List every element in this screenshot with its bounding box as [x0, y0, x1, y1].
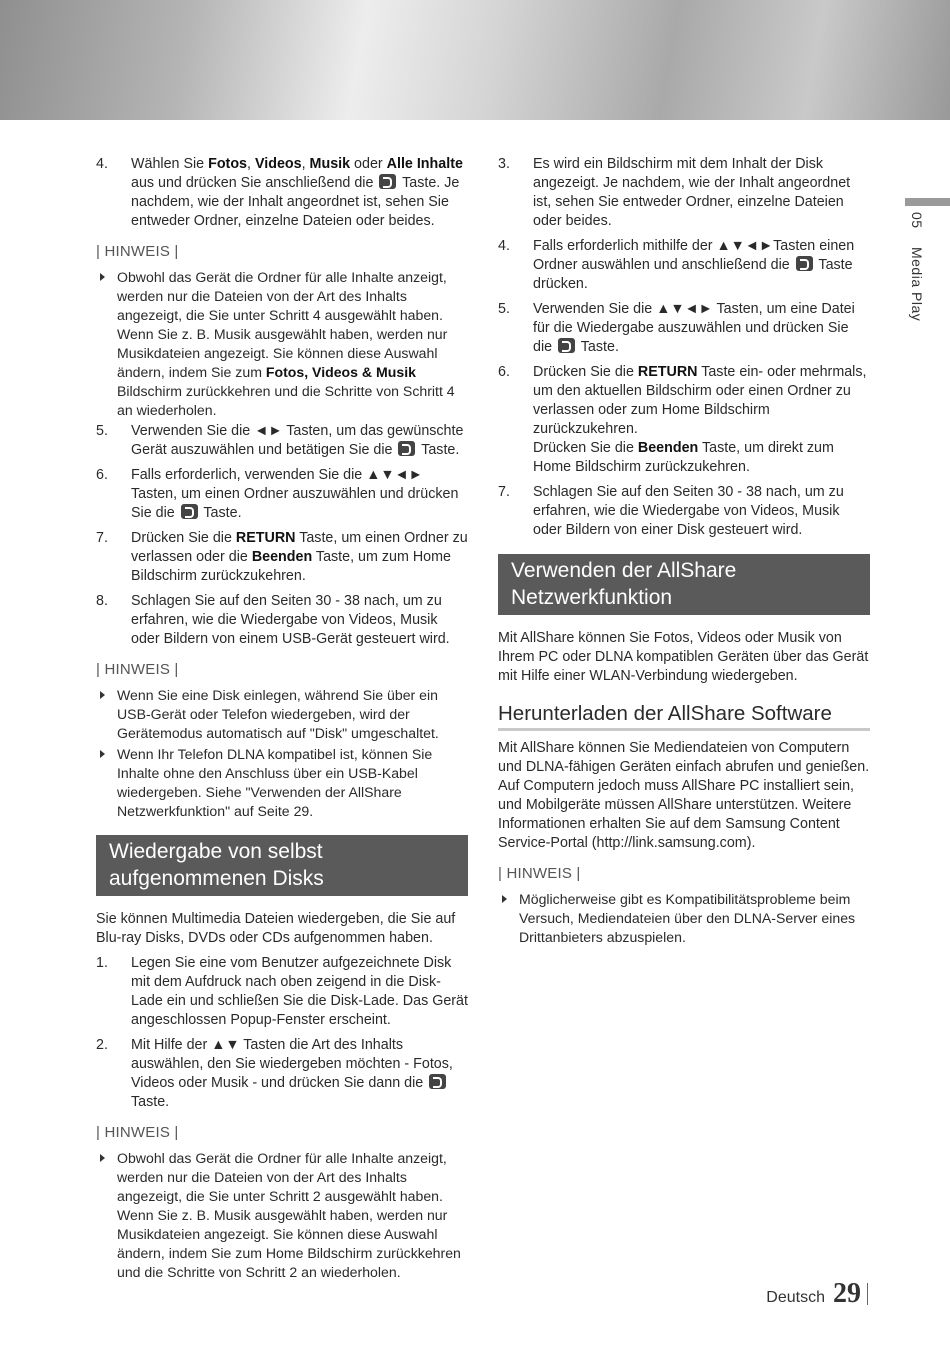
note-item [96, 686, 468, 743]
step-text: Drücken Sie die [131, 530, 236, 546]
enter-button-icon [398, 441, 415, 456]
step-number: 5. [96, 423, 108, 439]
enter-button-icon [429, 1074, 446, 1089]
step-text: aus und drücken Sie anschließend die [131, 175, 378, 191]
bullet-arrow-icon [100, 691, 105, 699]
option-alle-inhalte: Alle Inhalte [386, 156, 463, 172]
step-number: 2. [96, 1037, 108, 1053]
step-number: 1. [96, 955, 108, 971]
page-number: 29 [833, 1278, 861, 1309]
step-text: Verwenden Sie die ◄► Tasten, um das gewünschte Gerät auszuwählen und betätigen Sie die [131, 423, 464, 458]
step-3 [498, 155, 870, 231]
step-number: 8. [96, 593, 108, 609]
note-text: Wenn Ihr Telefon DLNA kompatibel ist, können Sie Inhalte ohne den Anschluss über ein USB-Kabel wiedergeben. Siehe "Verwenden der AllShare Netzwerkfunktion" auf Seite 29. [117, 746, 433, 819]
step-text: Schlagen Sie auf den Seiten 30 - 38 nach, um zu erfahren, wie die Wiedergabe von Videos, Musik oder Bildern von einem USB-Gerät gesteuert wird. [131, 593, 450, 647]
step-text: oder [350, 156, 387, 172]
note-item [96, 1149, 468, 1282]
note-item [96, 268, 468, 420]
option-fotos: Fotos [208, 156, 248, 172]
step-text: Es wird ein Bildschirm mit dem Inhalt der Disk angezeigt. Je nachdem, wie der Inhalt angeordnet ist, sehen Sie entweder Ordner, einzelne Dateien oder beides. [533, 156, 851, 229]
right-column [498, 155, 870, 949]
step-6 [96, 466, 468, 523]
enter-button-icon [181, 504, 198, 519]
chapter-label [905, 212, 925, 321]
step-text: Taste, um direkt zum Home Bildschirm zurückzukehren. [533, 440, 834, 475]
bullet-arrow-icon [100, 750, 105, 758]
enter-button-icon [379, 174, 396, 189]
bullet-arrow-icon [100, 273, 105, 281]
step-text: Taste. [577, 339, 619, 355]
step-text: Drücken Sie die [533, 364, 638, 380]
step-text: Falls erforderlich mithilfe der ▲▼◄►Tasten einen Ordner auswählen und anschließend die [533, 238, 855, 273]
return-label: RETURN [235, 530, 296, 546]
note-item [96, 745, 468, 821]
bullet-arrow-icon [502, 895, 507, 903]
header-banner [0, 0, 950, 120]
step-number: 5. [498, 301, 510, 317]
step-number: 7. [498, 484, 510, 500]
step-text: Taste, um einen Ordner zu verlassen oder die [131, 530, 468, 565]
step-text: Taste. [417, 442, 460, 458]
step-number: 7. [96, 530, 108, 546]
step-1 [96, 954, 468, 1030]
sub-heading: Herunterladen der AllShare Software [498, 702, 870, 731]
step-5 [498, 300, 870, 357]
step-text: Taste. [199, 505, 242, 521]
note-heading: | HINWEIS | [498, 865, 581, 882]
note-item [498, 890, 870, 947]
step-number: 4. [498, 238, 510, 254]
step-text: Taste. Je nachdem, wie der Inhalt angeordnet ist, sehen Sie entweder Ordner, einzelne Dateien oder beides. [131, 175, 460, 229]
sub-text: Mit AllShare können Sie Mediendateien von Computern und DLNA-fähigen Geräten einfach abrufen und genießen. Auf Computern jedoch muss AllShare PC installiert sein, und Mobilgeräte müssen AllShare unterstützen. Weitere Informationen erhalten Sie auf dem Samsung Content Service-Portal (http://link.samsung.com). [498, 740, 870, 851]
step-2 [96, 1036, 468, 1112]
footer-divider [867, 1283, 868, 1305]
step-text: Taste. [131, 1094, 170, 1110]
option-musik: Musik [309, 156, 351, 172]
step-text: Falls erforderlich, verwenden Sie die ▲▼◄► Tasten, um einen Ordner auszuwählen und drücken Sie die [131, 467, 459, 521]
bullet-arrow-icon [100, 1154, 105, 1162]
step-6 [498, 363, 870, 477]
enter-button-icon [796, 256, 813, 271]
step-5 [96, 422, 468, 460]
step-number: 6. [498, 364, 510, 380]
step-4 [96, 155, 468, 231]
step-text: , [247, 156, 255, 172]
step-7 [498, 483, 870, 540]
section-heading: Wiedergabe von selbst aufgenommenen Disks [96, 835, 468, 896]
note-heading: | HINWEIS | [96, 243, 179, 260]
section-intro: Sie können Multimedia Dateien wiedergeben, die Sie auf Blu-ray Disks, DVDs oder CDs aufgenommen haben. [96, 911, 456, 946]
left-column [96, 155, 468, 1284]
note-bold: Fotos, Videos & Musik [265, 364, 416, 380]
step-text: , [301, 156, 310, 172]
note-text: Wenn Sie eine Disk einlegen, während Sie über ein USB-Gerät oder Telefon wiedergeben, wird der Gerätemodus automatisch auf "Disk" umgeschaltet. [117, 687, 439, 741]
note-text: Möglicherweise gibt es Kompatibilitätsprobleme beim Versuch, Mediendateien über den DLNA-Server eines Drittanbieters abzuspielen. [519, 891, 856, 945]
note-text: Obwohl das Gerät die Ordner für alle Inhalte anzeigt, werden nur die Dateien von der Art des Inhalts angezeigt, die Sie unter Schritt 2 ausgewählt haben. Wenn Sie z. B. Musik ausgewählt haben, werden nur Musikdateien angezeigt. Sie können diese Auswahl ändern, indem Sie zum Home Bildschirm zurückkehren und die Schritte von Schritt 2 an wiederholen. [117, 1150, 461, 1280]
beenden-label: Beenden [637, 440, 699, 456]
note-text: Bildschirm zurückkehren und die Schritte von Schritt 4 an wiederholen. [117, 383, 455, 418]
page-footer [766, 1278, 868, 1310]
step-number: 4. [96, 156, 108, 172]
step-7 [96, 529, 468, 586]
step-text: Schlagen Sie auf den Seiten 30 - 38 nach, um zu erfahren, wie die Wiedergabe von Videos, Musik oder Bildern von einer Disk gesteuert wird. [533, 484, 844, 538]
section-intro: Mit AllShare können Sie Fotos, Videos oder Musik von Ihrem PC oder DLNA kompatiblen Geräten über das Gerät mit Hilfe einer WLAN-Verbindung wiedergeben. [498, 630, 869, 684]
step-text: Drücken Sie die [533, 440, 638, 456]
step-text: Taste, um zum Home Bildschirm zurückzukehren. [131, 549, 451, 584]
section-heading: Verwenden der AllShare Netzwerkfunktion [498, 554, 870, 615]
step-text: Taste drücken. [533, 257, 853, 292]
beenden-label: Beenden [251, 549, 313, 565]
step-text: Mit Hilfe der ▲▼ Tasten die Art des Inhalts auswählen, den Sie wiedergeben möchten - Fotos, Videos oder Musik - und drücken Sie dann die [131, 1037, 453, 1091]
step-text: Legen Sie eine vom Benutzer aufgezeichnete Disk mit dem Aufdruck nach oben zeigend in die Disk-Lade ein und schließen Sie die Disk-Lade. Das Gerät angeschlossen Popup-Fenster erscheint. [131, 955, 468, 1028]
note-heading: | HINWEIS | [96, 661, 179, 678]
step-text: Taste ein- oder mehrmals, um den aktuellen Bildschirm oder einen Ordner zu verlassen oder zum Home Bildschirm zurückzukehren. [533, 364, 867, 437]
step-number: 6. [96, 467, 108, 483]
chapter-tab [905, 198, 950, 206]
step-text: Wählen Sie [131, 156, 209, 172]
step-text: Verwenden Sie die ▲▼◄► Tasten, um eine Datei für die Wiedergabe auszuwählen und drücken Sie die [533, 301, 855, 355]
note-heading: | HINWEIS | [96, 1124, 179, 1141]
return-label: RETURN [637, 364, 698, 380]
footer-language: Deutsch [766, 1289, 825, 1306]
chapter-title: Media Play [909, 246, 925, 322]
chapter-number: 05 [909, 212, 925, 229]
step-8 [96, 592, 468, 649]
option-videos: Videos [254, 156, 302, 172]
enter-button-icon [558, 338, 575, 353]
step-4 [498, 237, 870, 294]
step-number: 3. [498, 156, 510, 172]
note-text: Obwohl das Gerät die Ordner für alle Inhalte anzeigt, werden nur die Dateien von der Art des Inhalts angezeigt, die Sie unter Schritt 4 ausgewählt haben. Wenn Sie z. B. Musik ausgewählt haben, werden nur Musikdateien angezeigt. Sie können diese Auswahl ändern, indem Sie zum [117, 269, 448, 380]
